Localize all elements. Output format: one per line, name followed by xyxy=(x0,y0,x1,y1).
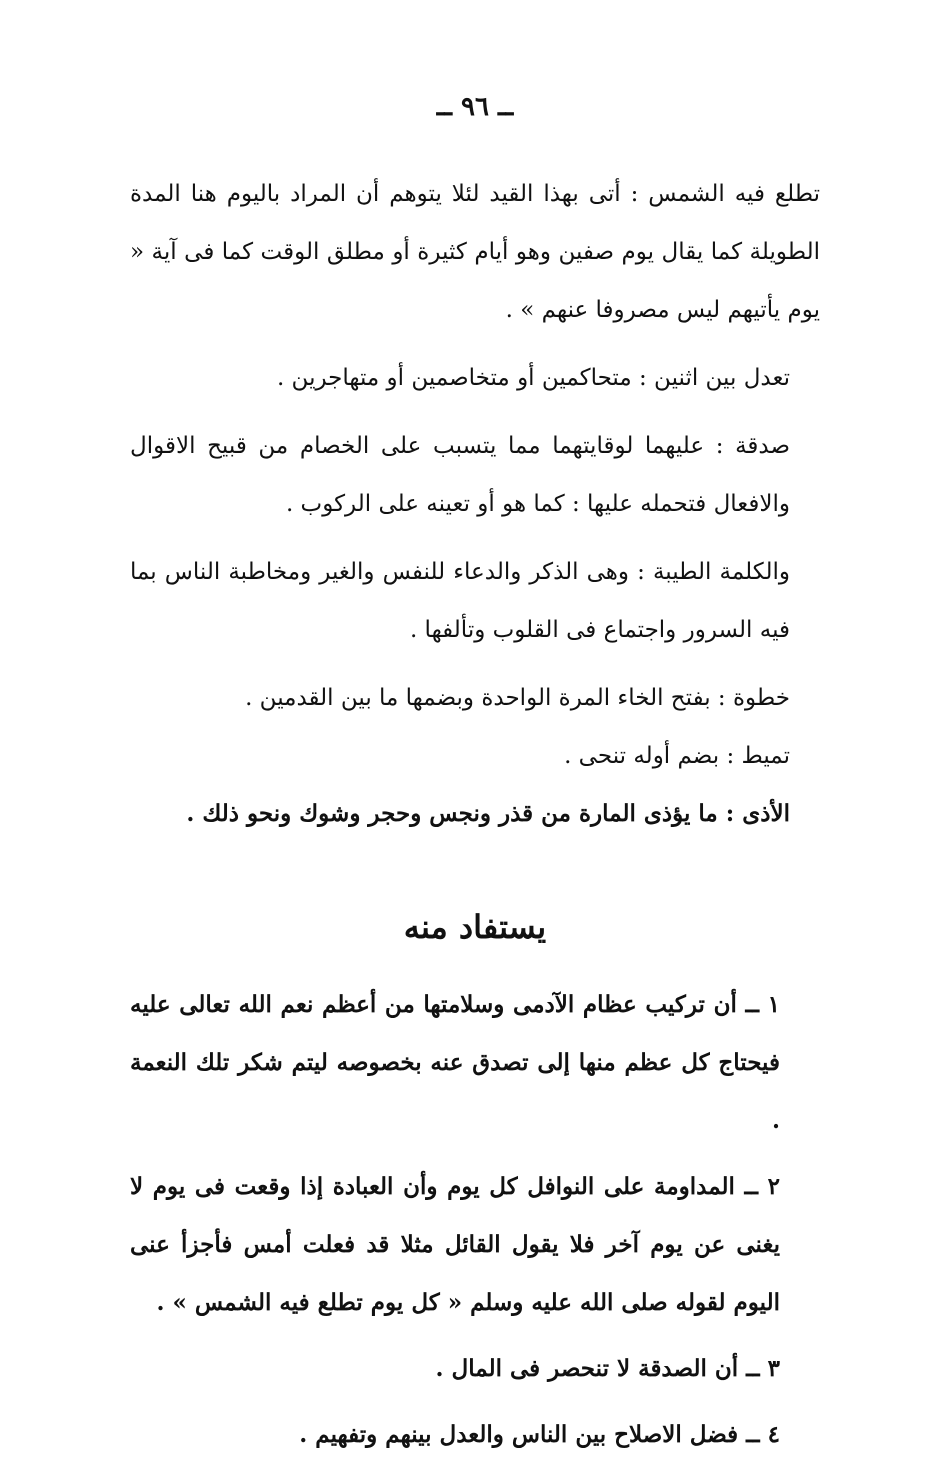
definition-paragraph: تميط : بضم أوله تنحى . xyxy=(564,743,790,769)
page-number: ــ ٩٦ ــ xyxy=(436,92,514,122)
lesson-item: ١ ــ أن تركيب عظام الآدمى وسلامتها من أعظم نعم الله تعالى عليه فيحتاج كل عظم منها إلى تصدق عنه بخصوصه ليتم شكر تلك النعمة . xyxy=(130,991,780,1134)
lesson-item: ٤ ــ فضل الاصلاح بين الناس والعدل بينهم وتفهيم . xyxy=(299,1421,780,1448)
section-title: يستفاد منه xyxy=(403,908,547,946)
definition-paragraph: والكلمة الطيبة : وهى الذكر والدعاء للنفس والغير ومخاطبة الناس بما فيه السرور واجتماع فى القلوب وتألفها . xyxy=(130,559,790,643)
lesson-item: ٣ ــ أن الصدقة لا تنحصر فى المال . xyxy=(435,1355,780,1382)
definition-paragraph: تطلع فيه الشمس : أتى بهذا القيد لئلا يتوهم أن المراد باليوم هنا المدة الطويلة كما يقال يوم صفين وهو أيام كثيرة أو مطلق الوقت كما فى آية « يوم يأتيهم ليس مصروفا عنهم » . xyxy=(130,181,820,323)
page-content xyxy=(130,165,820,1464)
definition-paragraph: صدقة : عليهما لوقايتهما مما يتسبب على الخصام من قبيح الاقوال والافعال فتحمله عليها : كما هو أو تعينه على الركوب . xyxy=(130,433,790,517)
definition-paragraph: تعدل بين اثنين : متحاكمين أو متخاصمين أو متهاجرين . xyxy=(276,365,790,391)
definition-paragraph: الأذى : ما يؤذى المارة من قذر ونجس وحجر وشوك ونحو ذلك . xyxy=(186,800,790,827)
definition-paragraph: خطوة : بفتح الخاء المرة الواحدة وبضمها ما بين القدمين . xyxy=(245,685,790,711)
lesson-item: ٢ ــ المداومة على النوافل كل يوم وأن العبادة إذا وقعت فى يوم لا يغنى عن يوم آخر فلا يقول القائل مثلا قد فعلت أمس فأجزأ عنى اليوم لقوله صلى الله عليه وسلم « كل يوم تطلع فيه الشمس » . xyxy=(130,1173,780,1316)
